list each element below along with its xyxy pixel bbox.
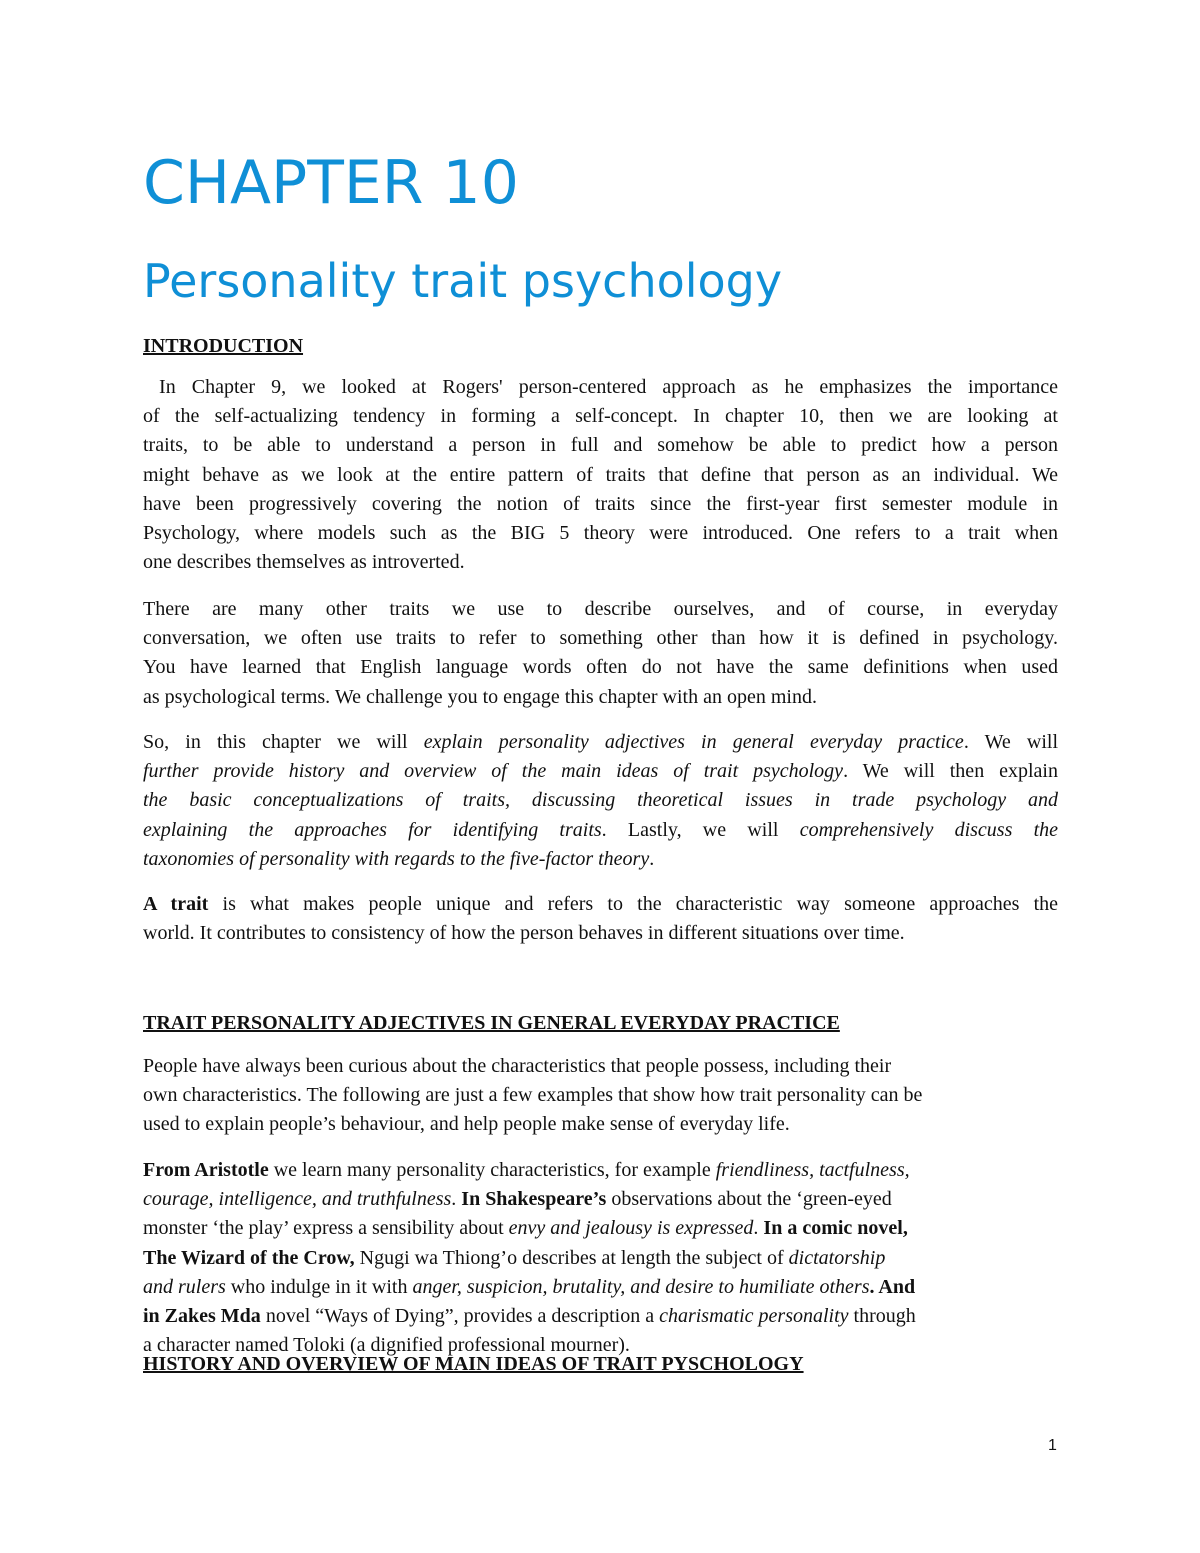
text-line: as psychological terms. We challenge you to engage this chapter with an open mind. <box>143 685 817 708</box>
text-line: world. It contributes to consistency of how the person behaves in different situations over time. <box>143 922 905 945</box>
text-line <box>143 1214 1058 1243</box>
text-line: In Chapter 9, we looked at Rogers' person-centered approach as he emphasizes the importance <box>143 376 1059 398</box>
text-run: observations about the ‘green-eyed <box>606 1188 892 1211</box>
text-line <box>143 1302 1058 1331</box>
text-line: used to explain people’s behaviour, and help people make sense of everyday life. <box>143 1113 790 1136</box>
chapter-subtitle: Personality trait psychology <box>143 254 783 308</box>
text-run: Ngugi wa Thiong’o describes at length the subject of <box>354 1246 789 1269</box>
text-line <box>143 1273 1058 1302</box>
bold-run: The Wizard of the Crow, <box>143 1246 355 1269</box>
italic-run: further provide history and overview of the main ideas of trait psychology <box>143 760 844 783</box>
italic-run: explain personality adjectives in general everyday practice <box>423 731 964 753</box>
text-run: . <box>649 847 655 870</box>
bold-run: A trait <box>143 893 209 915</box>
italic-run: and rulers <box>143 1275 226 1298</box>
intro-paragraph-4 <box>143 890 1058 948</box>
italic-run: explaining the approaches for identifying traits <box>143 818 602 841</box>
italic-run: comprehensively discuss the <box>799 818 1059 841</box>
section-heading-introduction: INTRODUCTION <box>143 335 304 357</box>
text-run: monster ‘the play’ express a sensibility about <box>143 1217 509 1240</box>
page-number: 1 <box>1048 1437 1057 1454</box>
italic-run: friendliness, tactfulness, <box>715 1159 910 1181</box>
text-run: So, in this chapter we will <box>143 731 424 753</box>
italic-run: anger, suspicion, brutality, and desire to humiliate others <box>412 1275 870 1298</box>
italic-run: the basic conceptualizations of traits, discussing theoretical issues in trade psychology and <box>143 789 1058 812</box>
text-run: who indulge in it with <box>225 1275 413 1298</box>
intro-paragraph-3 <box>143 728 1058 874</box>
text-line: conversation, we often use traits to refer to something other than how it is defined in psychology. <box>143 627 1058 650</box>
text-line: of the self-actualizing tendency in forming a self-concept. In chapter 10, then we are looking at <box>143 405 1058 428</box>
text-run: . We will then explain <box>843 760 1058 783</box>
bold-run: . And <box>869 1275 916 1298</box>
section-heading-history: HISTORY AND OVERVIEW OF MAIN IDEAS OF TRAIT PYSCHOLOGY <box>143 1353 804 1375</box>
text-line: People have always been curious about the characteristics that people possess, including their <box>143 1055 892 1077</box>
text-line <box>143 1156 1058 1185</box>
bold-run: From Aristotle <box>143 1159 269 1181</box>
italic-run: charismatic personality <box>659 1305 849 1328</box>
section-heading-everyday-practice: TRAIT PERSONALITY ADJECTIVES IN GENERAL EVERYDAY PRACTICE <box>143 1012 840 1034</box>
text-line: have been progressively covering the notion of traits since the first-year first semester module in <box>143 492 1058 515</box>
italic-run: taxonomies of personality with regards to the five-factor theory <box>143 847 650 870</box>
text-run: . <box>753 1217 764 1240</box>
text-line <box>143 845 1058 874</box>
text-line <box>143 1244 1058 1273</box>
intro-paragraph-1 <box>143 373 1058 577</box>
text-line: You have learned that English language words often do not have the same definitions when used <box>143 656 1058 679</box>
text-run: . We will <box>963 731 1059 753</box>
text-line: There are many other traits we use to describe ourselves, and of course, in everyday <box>143 598 1058 620</box>
text-line <box>143 786 1058 815</box>
intro-paragraph-2 <box>143 595 1058 712</box>
text-line: own characteristics. The following are just a few examples that show how trait personality can be <box>143 1084 923 1107</box>
italic-run: envy and jealousy is expressed <box>508 1217 754 1240</box>
bold-run: In Shakespeare’s <box>461 1188 607 1211</box>
everyday-paragraph-1 <box>143 1052 1058 1140</box>
text-line <box>143 816 1058 845</box>
text-run: . Lastly, we will <box>601 818 800 841</box>
text-line: one describes themselves as introverted. <box>143 551 465 574</box>
text-line: Psychology, where models such as the BIG 5 theory were introduced. One refers to a trait when <box>143 522 1058 545</box>
text-run: novel “Ways of Dying”, provides a description a <box>260 1305 660 1328</box>
text-line <box>143 890 1058 919</box>
text-run: we learn many personality characteristics, for example <box>268 1159 716 1181</box>
text-run: . <box>451 1188 462 1211</box>
text-run: is what makes people unique and refers to the characteristic way someone approaches the <box>208 893 1059 915</box>
everyday-paragraph-2 <box>143 1156 1058 1360</box>
text-run: through <box>848 1305 916 1328</box>
text-line: a character named Toloki (a dignified professional mourner). <box>143 1334 630 1357</box>
text-line: might behave as we look at the entire pattern of traits that define that person as an individual. We <box>143 463 1058 486</box>
italic-run: dictatorship <box>788 1246 886 1269</box>
bold-run: in Zakes Mda <box>143 1305 261 1328</box>
text-line <box>143 728 1058 757</box>
bold-run: In a comic novel, <box>763 1217 908 1240</box>
text-line: traits, to be able to understand a person in full and somehow be able to predict how a person <box>143 434 1058 457</box>
text-line <box>143 757 1058 786</box>
italic-run: courage, intelligence, and truthfulness <box>143 1188 452 1211</box>
text-line <box>143 1185 1058 1214</box>
chapter-title: CHAPTER 10 <box>143 148 519 218</box>
